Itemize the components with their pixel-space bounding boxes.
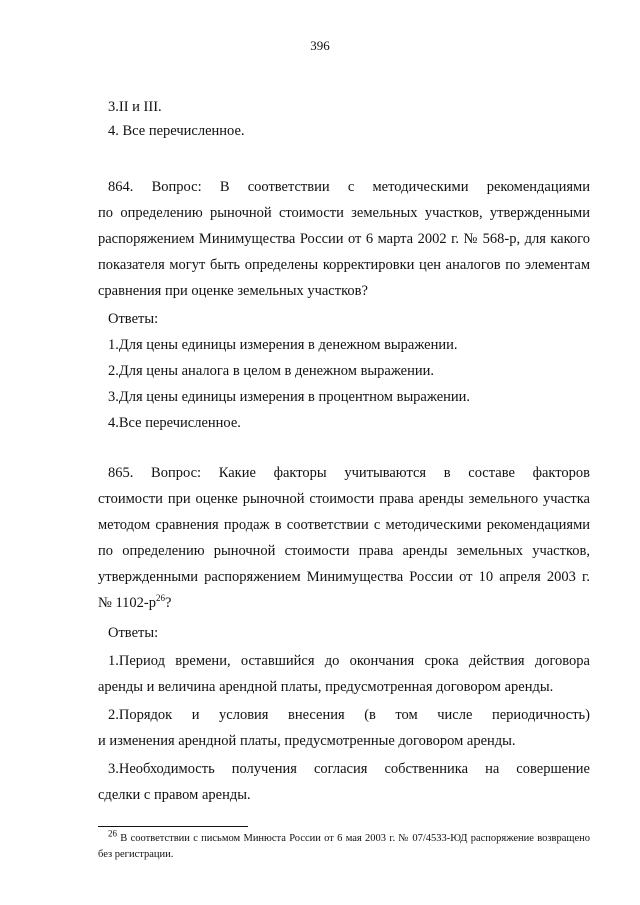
q865-answers-label: Ответы: (108, 625, 159, 641)
q864-line-3: распоряжением Минимущества России от 6 марта 2002 г. № 568-р, для какого (98, 231, 590, 247)
q865-line-1: 865. Вопрос: Какие факторы учитываются в составе факторов (108, 465, 590, 481)
q865-answer-1-line-2: аренды и величина арендной платы, предусмотренная договором аренды. (98, 679, 554, 695)
q865-line-5: утвержденными распоряжением Минимущества России от 10 апреля 2003 г. (98, 569, 590, 585)
q864-line-1: 864. Вопрос: В соответствии с методическими рекомендациями (108, 179, 590, 195)
q865-line-6 (98, 594, 171, 612)
q865-answer-1-line-1: 1.Период времени, оставшийся до окончания срока действия договора (108, 653, 590, 669)
q864-answer-4: 4.Все перечисленное. (108, 415, 241, 431)
q864-line-2: по определению рыночной стоимости земельных участков, утвержденными (98, 205, 590, 221)
footnote-rule (98, 826, 248, 827)
prev-answer-4: 4. Все перечисленное. (108, 123, 245, 139)
footnote-text-1: В соответствии с письмом Минюста России от 6 мая 2003 г. № 07/4533-ЮД распоряжение возвращено (117, 833, 590, 844)
q865-answer-3-line-1: 3.Необходимость получения согласия собственника на совершение (108, 761, 590, 777)
prev-answer-3: 3.II и III. (108, 99, 162, 115)
q865-answer-2-line-2: и изменения арендной платы, предусмотренные договором аренды. (98, 733, 516, 749)
q864-answers-label: Ответы: (108, 311, 159, 327)
q865-answer-2-line-1: 2.Порядок и условия внесения (в том числе периодичность) (108, 707, 590, 723)
q865-answer-3-line-2: сделки с правом аренды. (98, 787, 251, 803)
q864-answer-3: 3.Для цены единицы измерения в процентном выражении. (108, 389, 471, 405)
q864-line-4: показателя могут быть определены корректировки цен аналогов по элементам (98, 257, 590, 273)
q864-answer-1: 1.Для цены единицы измерения в денежном выражении. (108, 337, 458, 353)
footnote-line-1 (108, 828, 590, 846)
q865-line-2: стоимости при оценке рыночной стоимости права аренды земельного участка (98, 491, 590, 507)
q865-line-4: по определению рыночной стоимости права аренды земельных участков, (98, 543, 590, 559)
footnote-ref: 26 (156, 593, 165, 604)
footnote-line-2: без регистрации. (98, 849, 174, 860)
q865-line-6-text: № 1102-р (98, 595, 156, 611)
footnote-mark: 26 (108, 828, 117, 839)
q865-line-3: методом сравнения продаж в соответствии с методическими рекомендациями (98, 517, 590, 533)
q865-line-6-end: ? (165, 595, 172, 611)
q864-answer-2: 2.Для цены аналога в целом в денежном выражении. (108, 363, 435, 379)
q864-line-5: сравнения при оценке земельных участков? (98, 283, 368, 299)
page-number: 396 (310, 38, 330, 53)
